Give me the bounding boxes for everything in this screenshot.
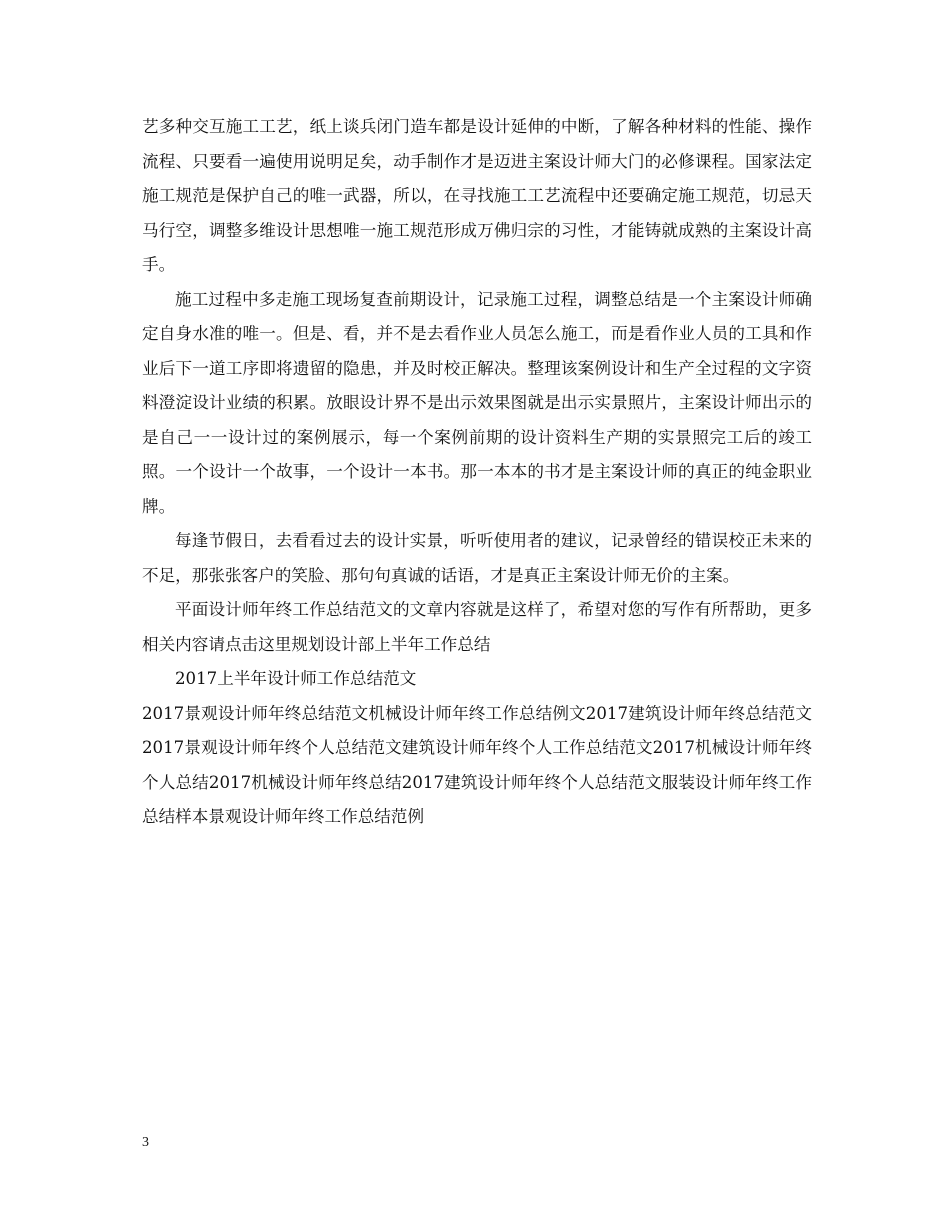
related-article-link[interactable]: 2017上半年设计师工作总结范文 (175, 669, 417, 688)
paragraph-site-inspection: 施工过程中多走施工现场复查前期设计，记录施工过程，调整总结是一个主案设计师确定自身水准的唯一。但是、看，并不是去看作业人员怎么施工，而是看作业人员的工具和作业后下一道工序即将遗留的隐患，并及时校正解决。整理该案例设计和生产全过程的文字资料澄淀设计业绩的积累。放眼设计界不是出示效果图就是出示实景照片，主案设计师出示的是自己一一设计过的案例展示，每一个案例前期的设计资料生产期的实景照完工后的竣工照。一个设计一个故事，一个设计一本书。那一本本的书才是主案设计师的真正的纯金职业牌。 (142, 289, 812, 516)
paragraph-closing-note: 平面设计师年终工作总结范文的文章内容就是这样了，希望对您的写作有所帮助，更多相关内容请点击这里规划设计部上半年工作总结 (142, 600, 812, 654)
document-body (142, 110, 812, 835)
paragraph-holiday-review: 每逢节假日，去看看过去的设计实景，听听使用者的建议，记录曾经的错误校正未来的不足，那张张客户的笑脸、那句句真诚的话语，才是真正主案设计师无价的主案。 (142, 531, 812, 585)
page-number: 3 (142, 1135, 149, 1150)
related-articles-list[interactable]: 2017景观设计师年终总结范文机械设计师年终工作总结例文2017建筑设计师年终总结范文2017景观设计师年终个人总结范文建筑设计师年终个人工作总结范文2017机械设计师年终个人总结2017机械设计师年终总结2017建筑设计师年终个人总结范文服装设计师年终工作总结样本景观设计师年终工作总结范例 (142, 703, 812, 826)
paragraph-continued: 艺多种交互施工工艺，纸上谈兵闭门造车都是设计延伸的中断，了解各种材料的性能、操作流程、只要看一遍使用说明足矣，动手制作才是迈进主案设计师大门的必修课程。国家法定施工规范是保护自己的唯一武器，所以，在寻找施工工艺流程中还要确定施工规范，切忌天马行空，调整多维设计思想唯一施工规范形成万佛归宗的习性，才能铸就成熟的主案设计高手。 (142, 117, 812, 274)
